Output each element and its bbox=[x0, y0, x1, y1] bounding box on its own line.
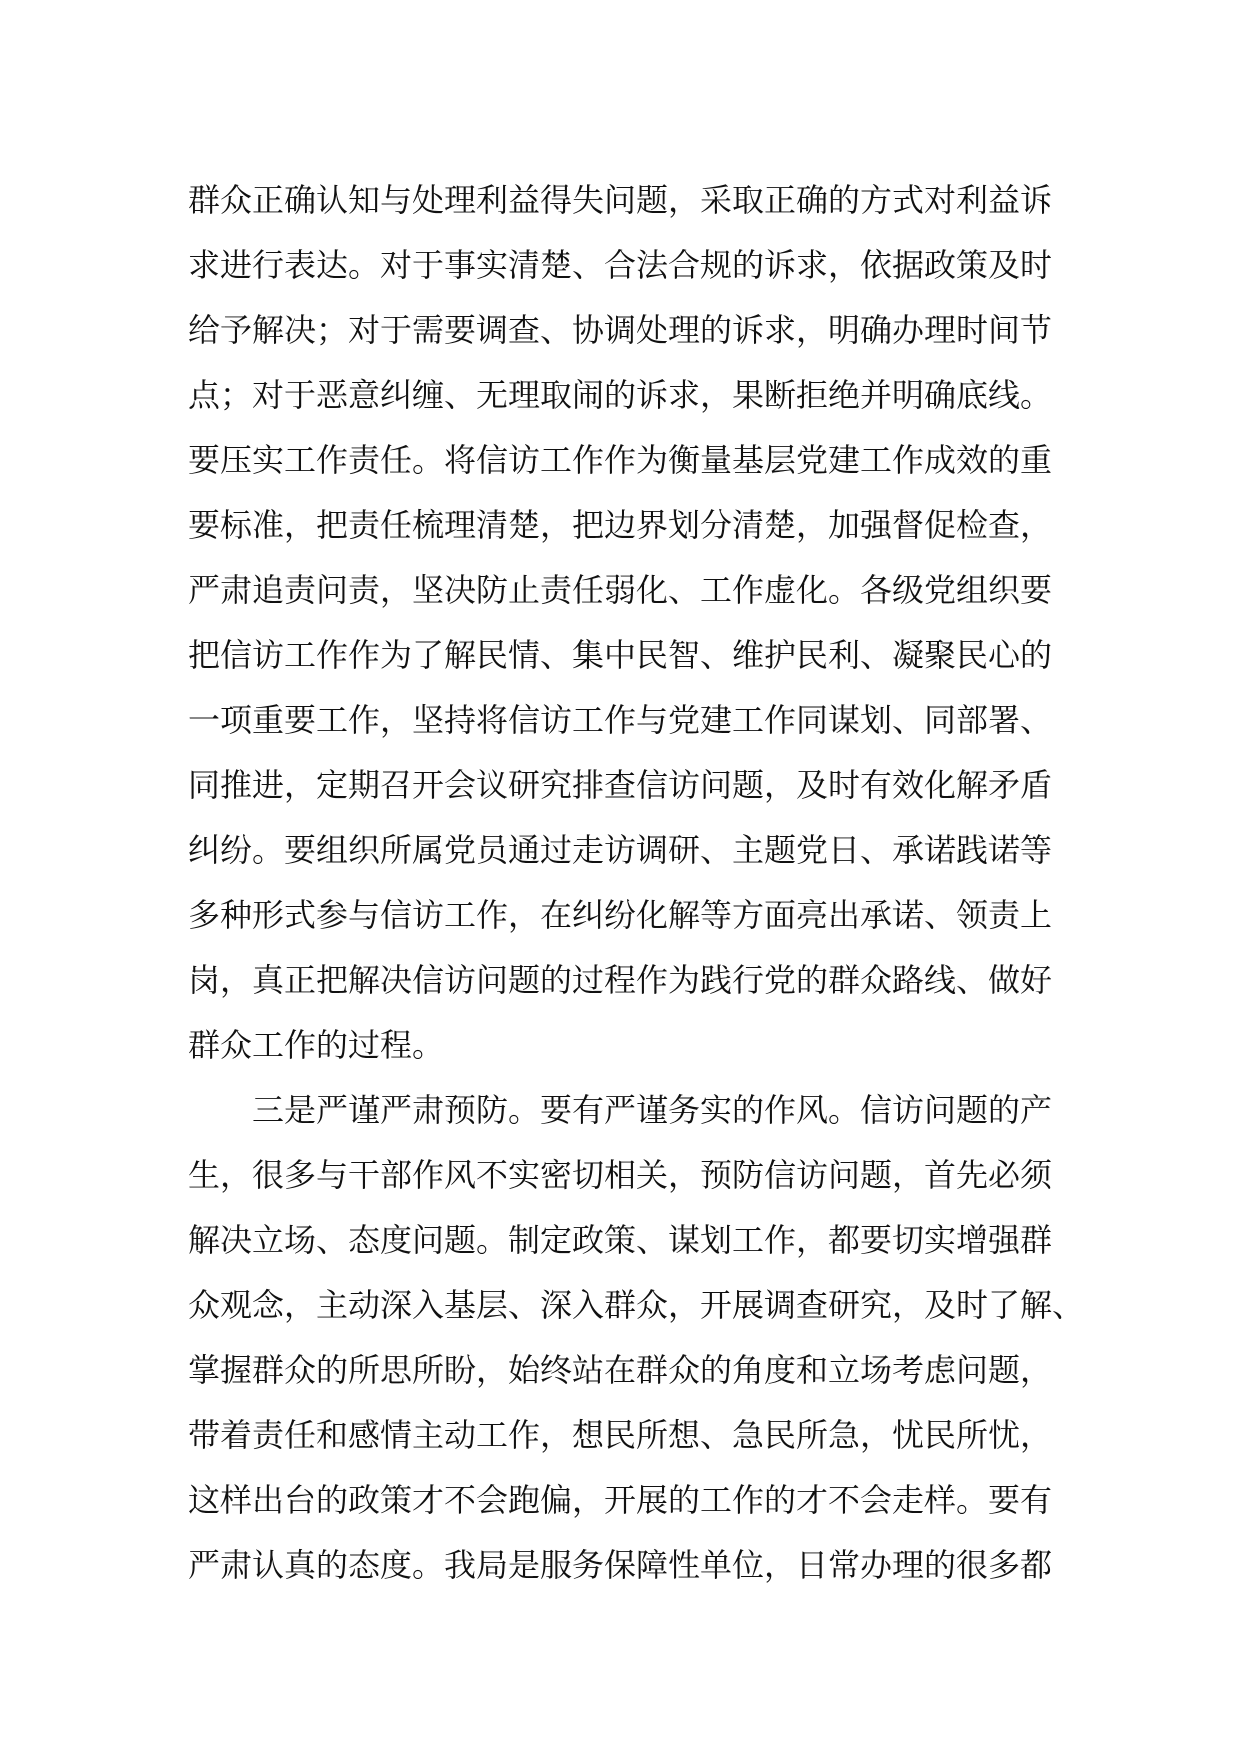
text-line: 严肃认真的态度。我局是服务保障性单位，日常办理的很多都 bbox=[188, 1546, 1053, 1584]
text-line: 多种形式参与信访工作，在纠纷化解等方面亮出承诺、领责上 bbox=[188, 896, 1053, 934]
text-line: 一项重要工作，坚持将信访工作与党建工作同谋划、同部署、 bbox=[188, 701, 1053, 739]
text-line: 点；对于恶意纠缠、无理取闹的诉求，果断拒绝并明确底线。 bbox=[188, 376, 1053, 414]
text-line: 解决立场、态度问题。制定政策、谋划工作，都要切实增强群 bbox=[188, 1221, 1053, 1259]
body-text bbox=[188, 168, 1088, 1598]
paragraph-start-line: 三是严谨严肃预防。要有严谨务实的作风。信访问题的产 bbox=[252, 1091, 1053, 1129]
text-line: 带着责任和感情主动工作，想民所想、急民所急，忧民所忧， bbox=[188, 1416, 1053, 1454]
text-line: 要标准，把责任梳理清楚，把边界划分清楚，加强督促检查， bbox=[188, 506, 1053, 544]
text-line: 掌握群众的所思所盼，始终站在群众的角度和立场考虑问题， bbox=[188, 1351, 1053, 1389]
text-line: 严肃追责问责，坚决防止责任弱化、工作虚化。各级党组织要 bbox=[188, 571, 1053, 609]
text-line: 群众正确认知与处理利益得失问题，采取正确的方式对利益诉 bbox=[188, 181, 1053, 219]
text-line: 这样出台的政策才不会跑偏，开展的工作的才不会走样。要有 bbox=[188, 1481, 1053, 1519]
text-line: 众观念，主动深入基层、深入群众，开展调查研究，及时了解、 bbox=[188, 1286, 1085, 1324]
text-line: 给予解决；对于需要调查、协调处理的诉求，明确办理时间节 bbox=[188, 311, 1053, 349]
text-line: 求进行表达。对于事实清楚、合法合规的诉求，依据政策及时 bbox=[188, 246, 1053, 284]
text-line: 同推进，定期召开会议研究排查信访问题，及时有效化解矛盾 bbox=[188, 766, 1053, 804]
text-line: 生，很多与干部作风不实密切相关，预防信访问题，首先必须 bbox=[188, 1156, 1053, 1194]
text-line: 岗，真正把解决信访问题的过程作为践行党的群众路线、做好 bbox=[188, 961, 1053, 999]
text-line: 群众工作的过程。 bbox=[188, 1026, 445, 1064]
text-line: 纠纷。要组织所属党员通过走访调研、主题党日、承诺践诺等 bbox=[188, 831, 1053, 869]
text-line: 要压实工作责任。将信访工作作为衡量基层党建工作成效的重 bbox=[188, 441, 1053, 479]
text-line: 把信访工作作为了解民情、集中民智、维护民利、凝聚民心的 bbox=[188, 636, 1053, 674]
